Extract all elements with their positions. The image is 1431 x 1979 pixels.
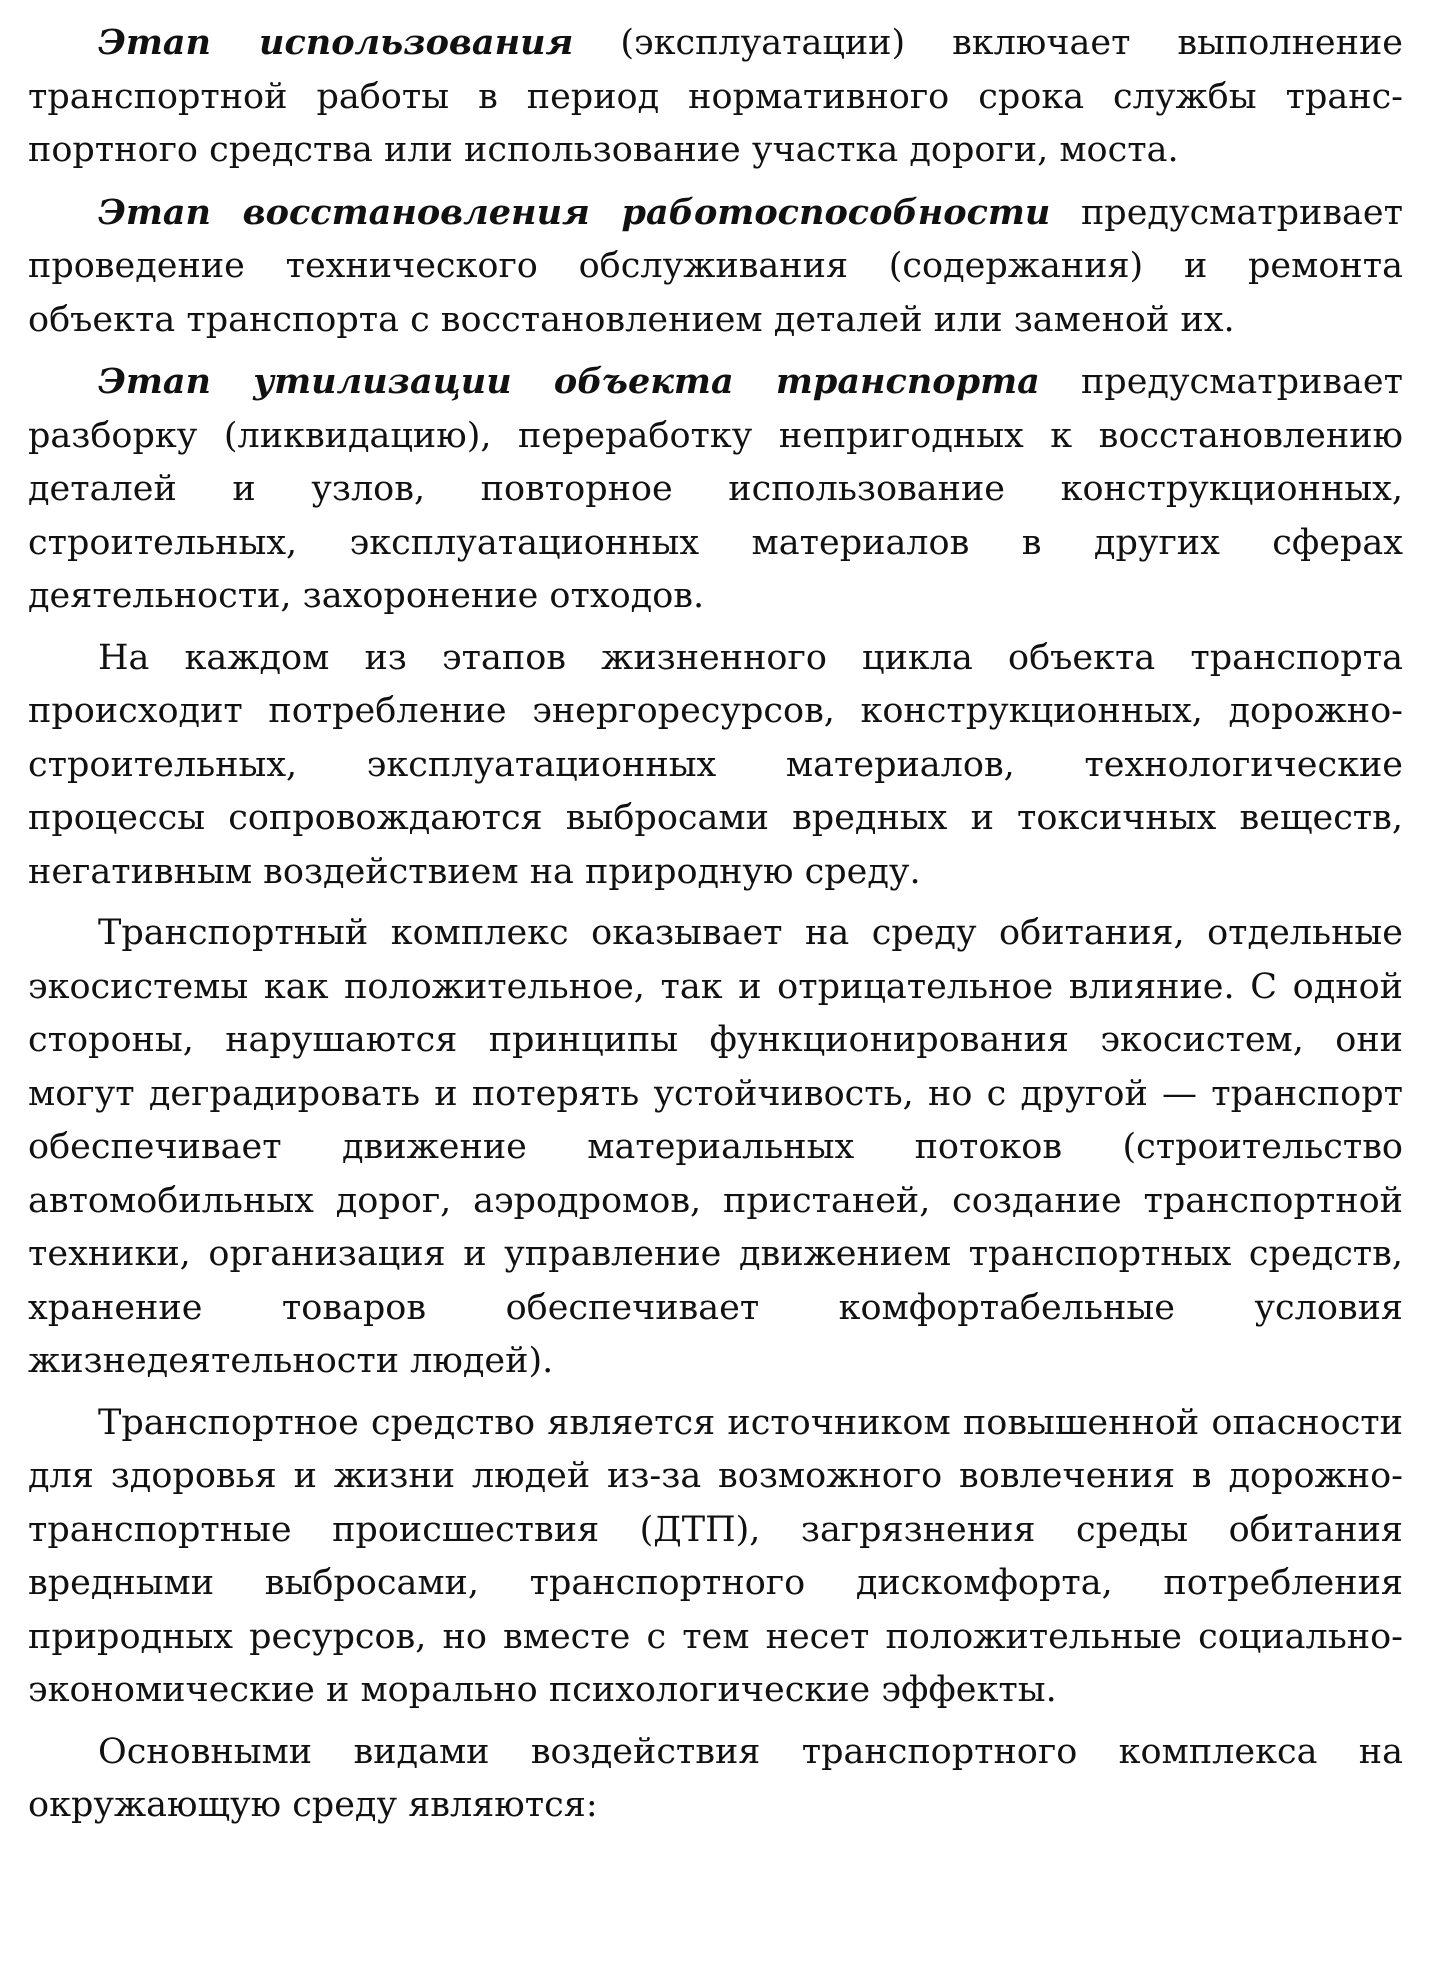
paragraph-utilization-stage	[28, 355, 1403, 624]
term-utilization-stage: Этап утилизации объекта транспорта	[98, 361, 1040, 402]
paragraph-text: Основными видами воздействия транспортного комплекса на окружающую среду являются:	[28, 1731, 1403, 1825]
paragraph-text: предусматривает разборку (ликвидацию), переработку непригодных к восстановлению деталей и узлов, повторное использование конструкционных, строительных, эксплуатационных материалов в других сферах деятельности, захоронение отходов.	[28, 362, 1403, 616]
paragraph-vehicle-danger	[28, 1397, 1403, 1718]
document-page	[28, 16, 1403, 1841]
paragraph-text: Транспортное средство является источником повышенной опасности для здоровья и жизни людей из-за возможного вовлечения в дорожно-транспортные происшествия (ДТП), загрязнения среды обитания вредными выбросами, транспортного дискомфорта, потребления природных ресурсов, но вместе с тем несет положительные социально-экономические и морально психологические эффекты.	[28, 1402, 1403, 1710]
paragraph-transport-complex-impact	[28, 907, 1403, 1389]
paragraph-text: предусматривает проведение технического обслуживания (содержания) и ремонта объекта транспорта с восстановлением деталей или заменой их.	[28, 192, 1403, 340]
paragraph-usage-stage	[28, 16, 1403, 178]
paragraph-restoration-stage	[28, 186, 1403, 348]
paragraph-text: (эксплуатации) включает выполнение транспортной работы в период нормативного срока службы транспортного средства или использование участка дороги, моста.	[28, 23, 1403, 170]
paragraph-life-cycle	[28, 632, 1403, 900]
term-usage-stage: Этап использования	[98, 22, 574, 63]
term-restoration-stage: Этап восстановления работоспособности	[98, 191, 1051, 233]
paragraph-text: Транспортный комплекс оказывает на среду обитания, отдельные экосистемы как положительное, так и отрицательное влияние. С одной стороны, нарушаются принципы функционирования экосистем, они могут деградировать и потерять устойчивость, но с другой — транспорт обеспечивает движение материальных потоков (строительство автомобильных дорог, аэродромов, пристаней, создание транспортной техники, организация и управление движением транспортных средств, хранение товаров обеспечивает комфортабельные условия жизнедеятельности людей).	[28, 913, 1403, 1381]
paragraph-impact-types	[28, 1726, 1403, 1833]
paragraph-text: На каждом из этапов жизненного цикла объекта транспорта происходит потребление энергоресурсов, конструкционных, дорожно-строительных, эксплуатационных материалов, технологические процессы сопровождаются выбросами вредных и токсичных веществ, негативным воздействием на природную среду.	[28, 637, 1403, 892]
